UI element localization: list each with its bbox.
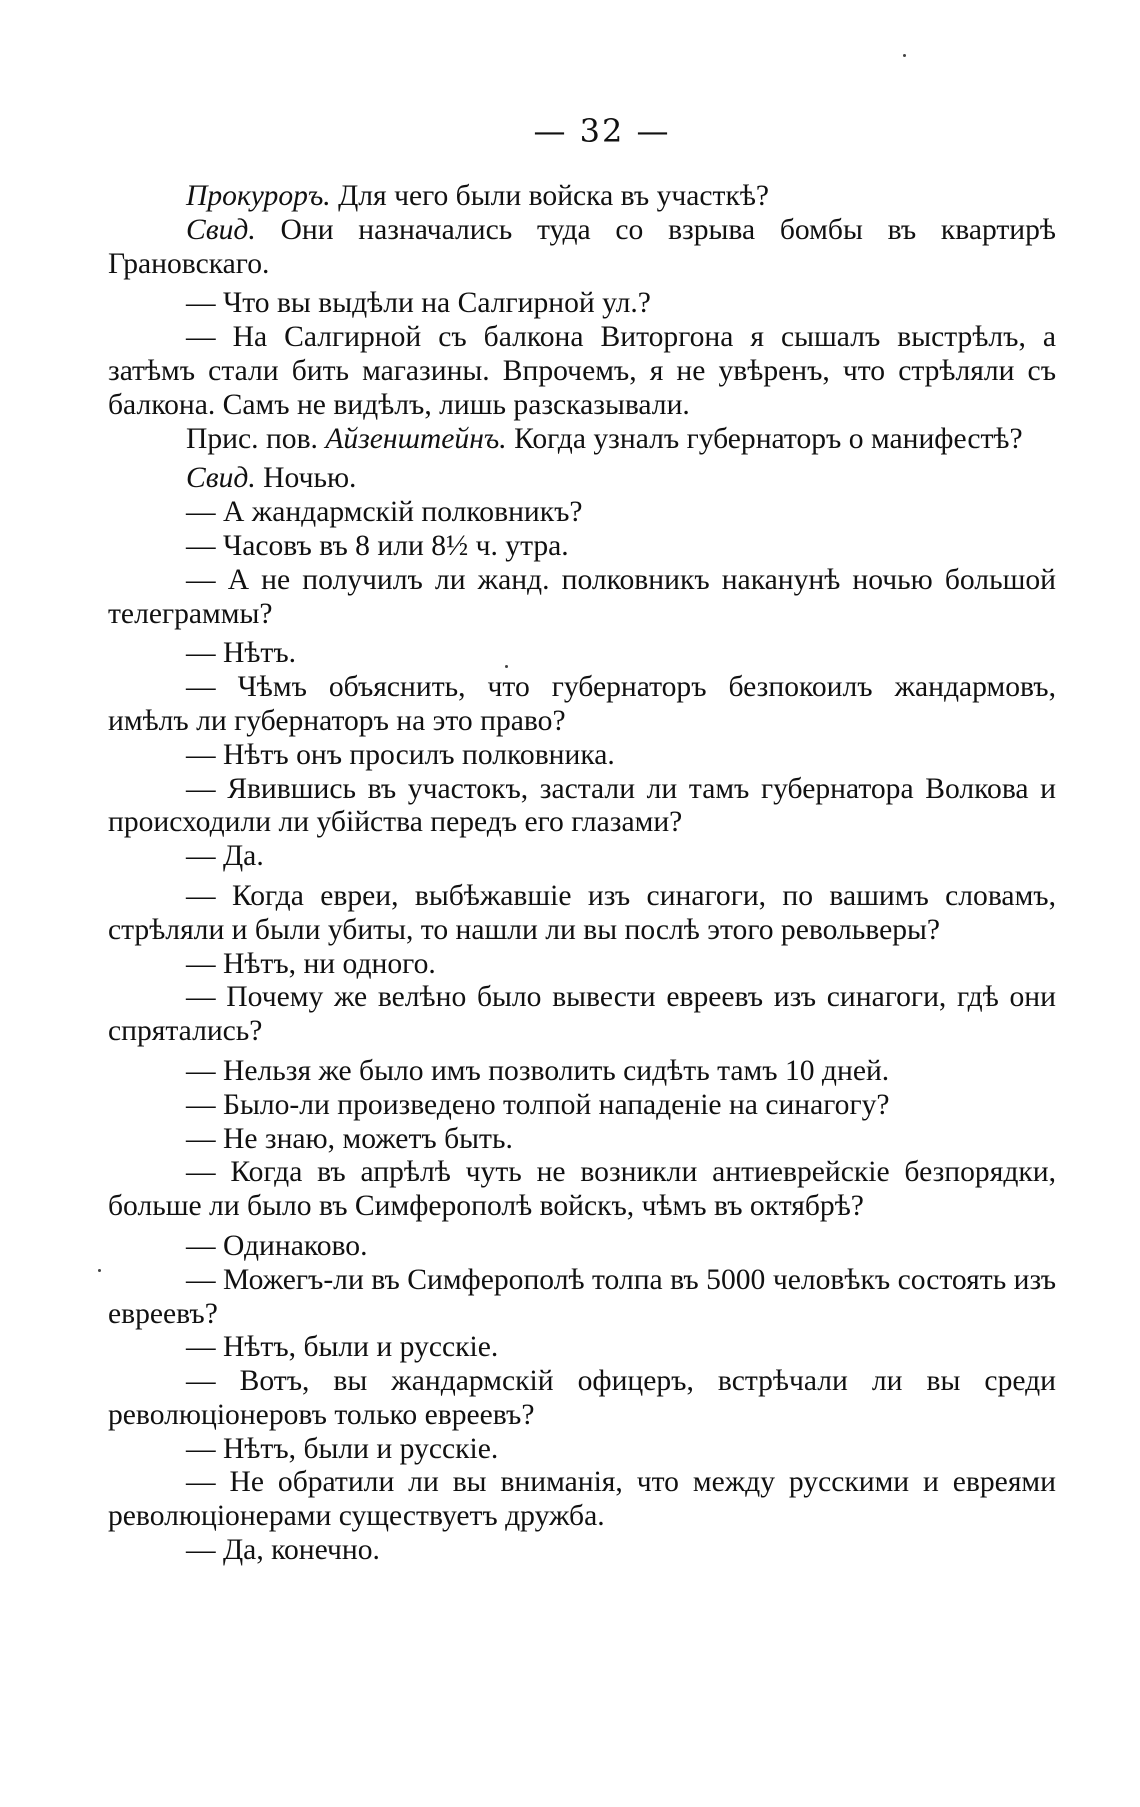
paragraph-text: Для чего были войска въ участкѣ?	[330, 180, 770, 212]
paragraph: — Да.	[186, 840, 264, 873]
paragraph-text: Они назначались туда со взрыва бомбы въ квартирѣ Грановскаго.	[108, 213, 1056, 280]
paragraph: — Не обратили ли вы вниманія, что между русскими и евреями революціонерами существуетъ дружба.	[108, 1466, 1056, 1533]
paragraph: — Нельзя же было имъ позволить сидѣть тамъ 10 дней.	[186, 1054, 890, 1087]
speaker-label: Айзенштейнъ.	[325, 422, 507, 455]
book-page	[108, 112, 1056, 1568]
paragraph: — Нѣтъ, были и русскіе.	[186, 1432, 499, 1465]
paragraph	[108, 214, 1056, 282]
paragraph: — А жандармскій полковникъ?	[186, 496, 583, 529]
paragraph: — Часовъ въ 8 или 8½ ч. утра.	[186, 529, 569, 562]
paragraph: — Да, конечно.	[186, 1534, 380, 1567]
speaker-label: Свид.	[186, 213, 256, 246]
page-body	[108, 180, 1056, 1568]
speaker-label: Свид.	[186, 462, 256, 495]
paragraph-text: Ночью.	[255, 462, 357, 495]
paragraph: — Когда евреи, выбѣжавшіе изъ синагоги, по вашимъ словамъ, стрѣляли и были убиты, то нашли ли вы послѣ этого револьверы?	[108, 879, 1056, 946]
paragraph: — Нѣтъ, ни одного.	[186, 947, 436, 980]
paragraph	[108, 462, 1056, 496]
paragraph: — Одинаково.	[186, 1229, 368, 1262]
paragraph: — Чѣмъ объяснить, что губернаторъ безпокоилъ жандармовъ, имѣлъ ли губернаторъ на это право?	[108, 671, 1056, 737]
paragraph: — Не знаю, можетъ быть.	[186, 1122, 513, 1155]
speaker-prefix: Прис. пов.	[186, 422, 326, 455]
paragraph: — Почему же велѣно было вывести евреевъ изъ синагоги, гдѣ они спрятались?	[108, 981, 1056, 1048]
paragraph: — Вотъ, вы жандармскій офицеръ, встрѣчали ли вы среди революціонеровъ только евреевъ?	[108, 1365, 1056, 1431]
paragraph: — Было-ли произведено толпой нападеніе на синагогу?	[186, 1088, 890, 1121]
paragraph: — Явившись въ участокъ, застали ли тамъ губернатора Волкова и происходили ли убійства передъ его глазами?	[108, 772, 1056, 839]
scan-speck	[505, 665, 508, 668]
paragraph: — Нѣтъ онъ просилъ полковника.	[186, 738, 615, 771]
paragraph: — Можегъ-ли въ Симферополѣ толпа въ 5000 человѣкъ состоять изъ евреевъ?	[108, 1263, 1056, 1330]
paragraph: — А не получилъ ли жанд. полковникъ наканунѣ ночью большой телеграммы?	[108, 563, 1056, 630]
paragraph: — Когда въ апрѣлѣ чуть не возникли антиеврейскіе безпорядки, больше ли было въ Симферополѣ войскъ, чѣмъ въ октябрѣ?	[108, 1156, 1056, 1223]
paragraph: — Нѣтъ.	[186, 637, 297, 670]
speaker-label: Прокуроръ.	[186, 180, 331, 212]
paragraph: — На Салгирной съ балкона Виторгона я сышалъ выстрѣлъ, а затѣмъ стали бить магазины. Впрочемъ, я не увѣренъ, что стрѣляли съ балкона. Самъ не видѣлъ, лишь разсказывали.	[108, 321, 1056, 421]
page-number: — 32 —	[533, 112, 671, 150]
paragraph: — Что вы выдѣли на Салгирной ул.?	[186, 287, 651, 320]
scan-speck	[98, 1269, 101, 1272]
scan-speck	[903, 54, 906, 57]
paragraph	[108, 423, 1056, 457]
paragraph: — Нѣтъ, были и русскіе.	[186, 1331, 499, 1364]
paragraph	[108, 180, 1056, 214]
paragraph-text: Когда узналъ губернаторъ о манифестѣ?	[506, 422, 1023, 455]
